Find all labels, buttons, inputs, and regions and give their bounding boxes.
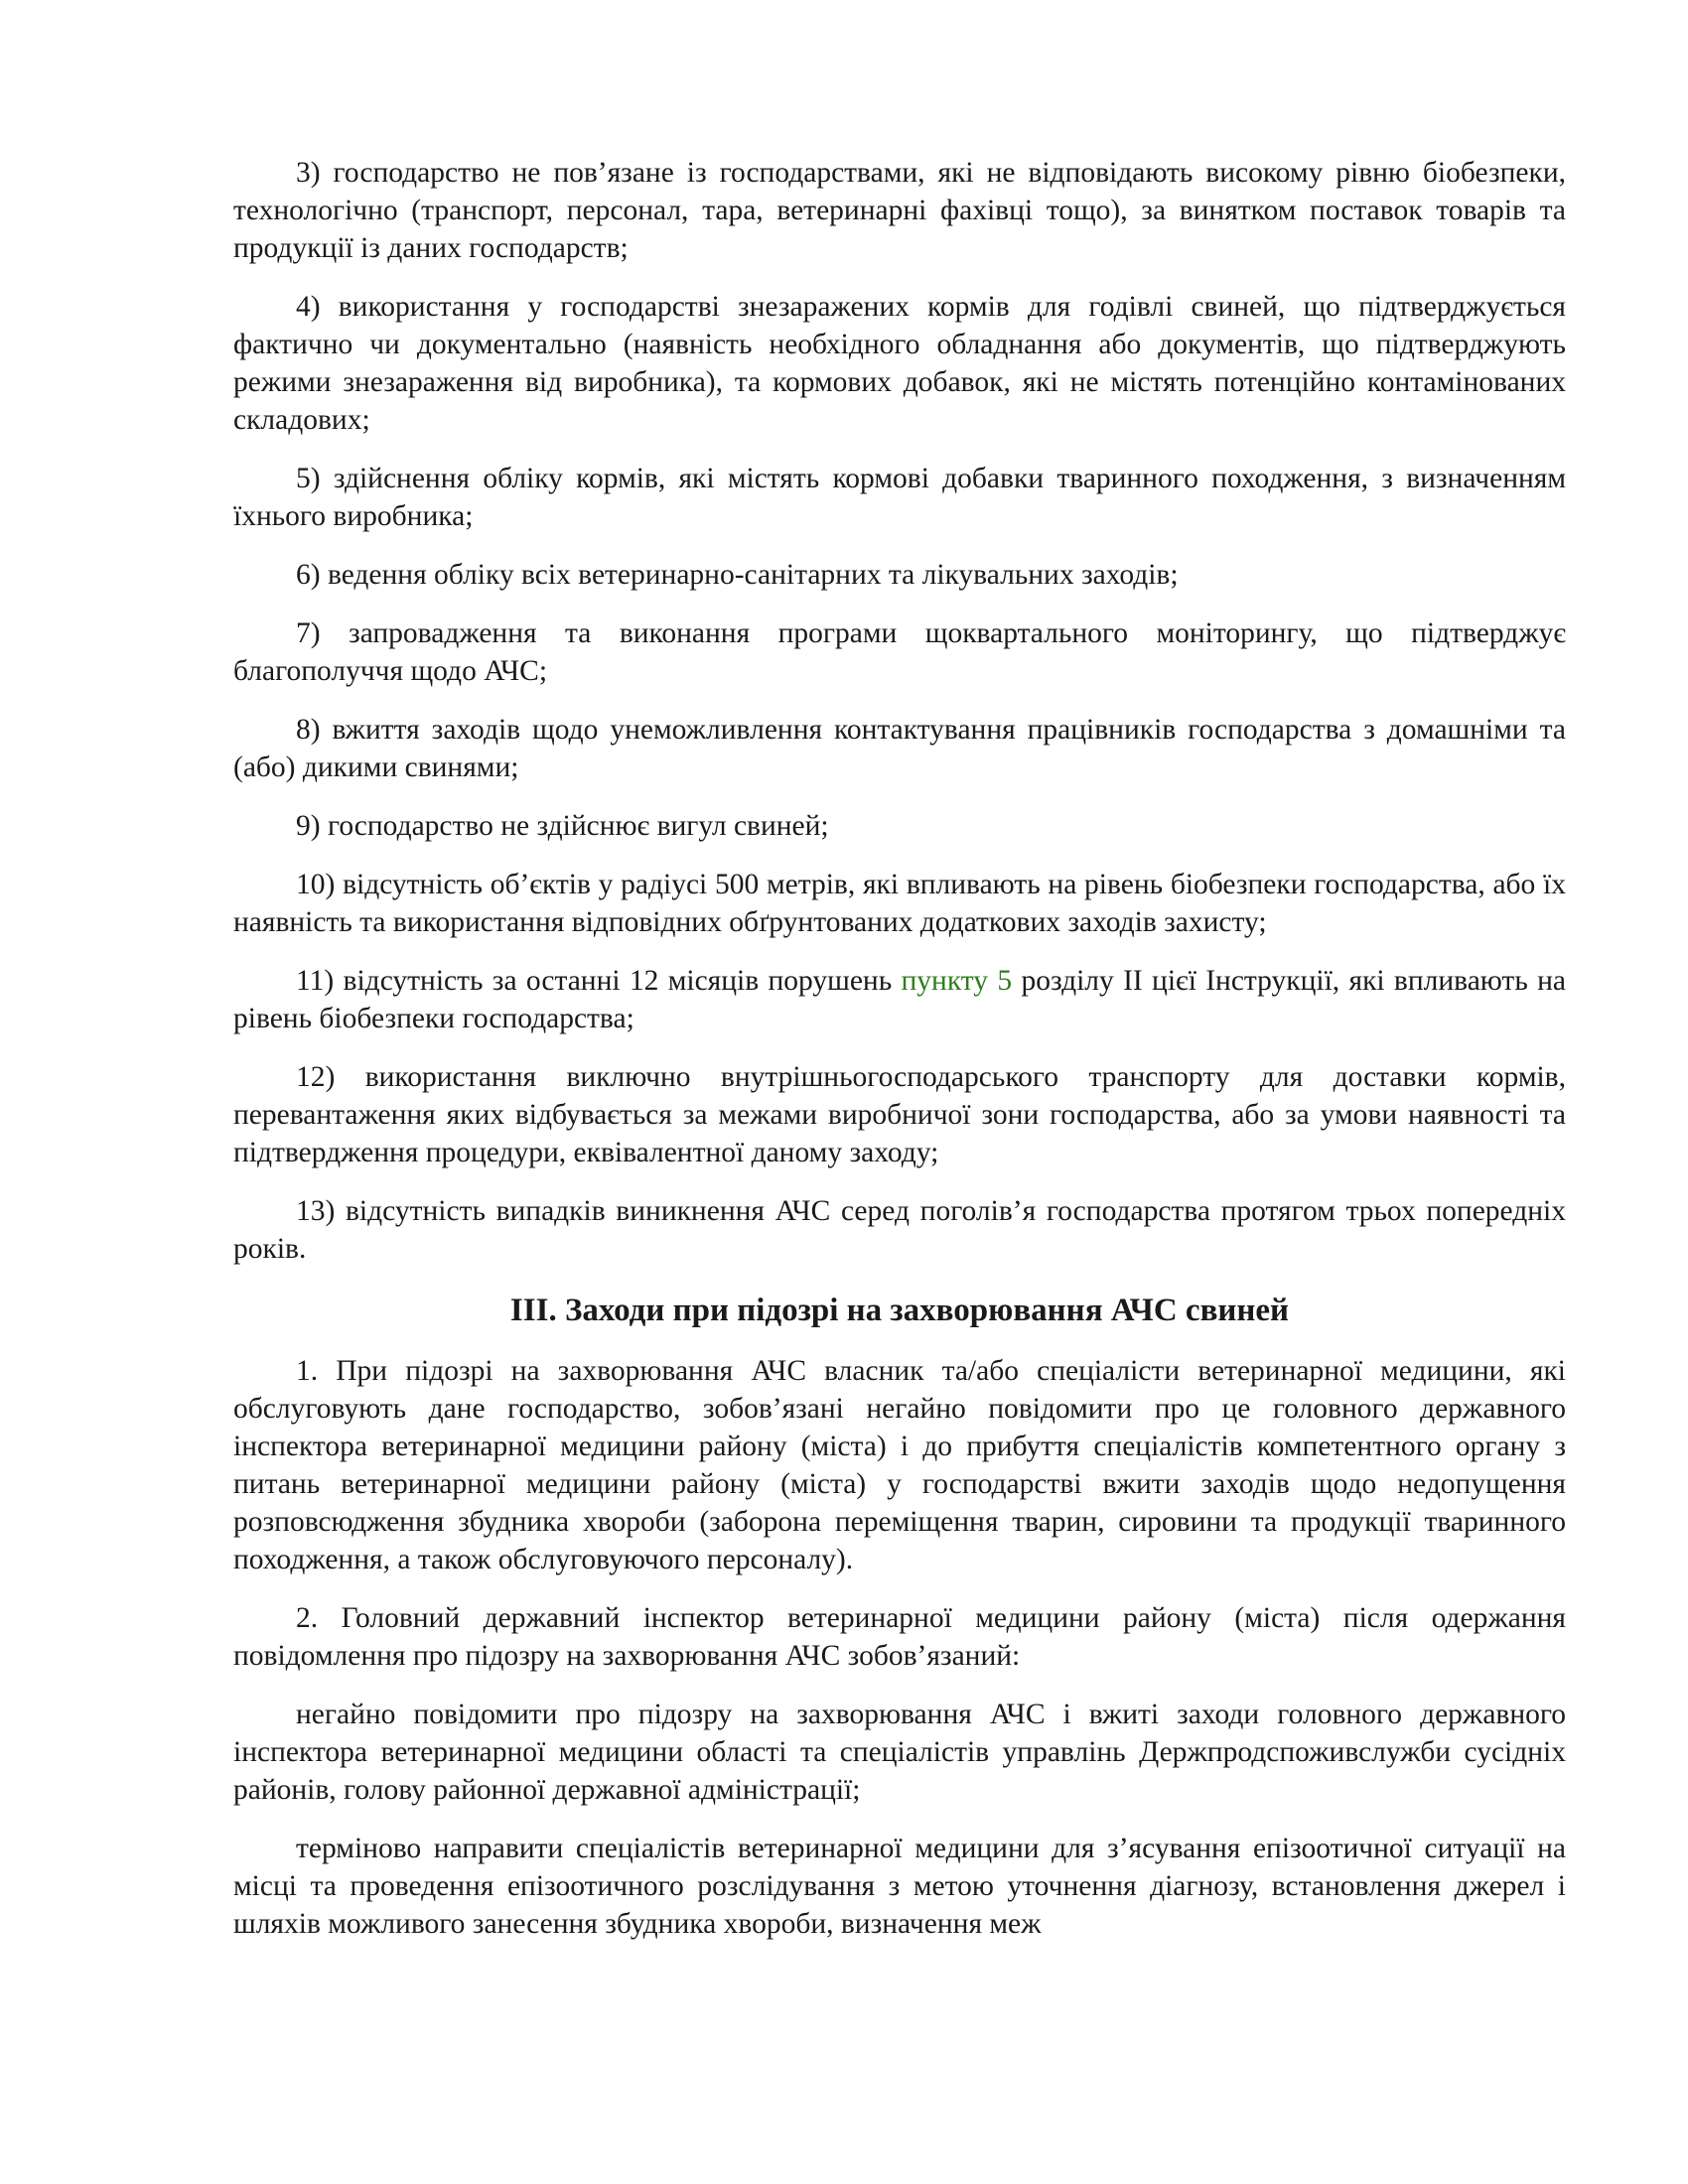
list-item-8: 8) вжиття заходів щодо унеможливлення контактування працівників господарства з домашніми та (або) дикими свинями; [233,714,1566,783]
list-item-6: 6) ведення обліку всіх ветеринарно-санітарних та лікувальних заходів; [296,559,1179,591]
section-item-2-b: терміново направити спеціалістів ветеринарної медицини для з’ясування епізоотичної ситуації на місці та проведення епізоотичного розслідування з метою уточнення діагнозу, встановлення джерел і шляхів можливого занесення збудника хвороби, визначення меж [233,1833,1566,1940]
list-item-5: 5) здійснення обліку кормів, які містять кормові добавки тваринного походження, з визначенням їхнього виробника; [233,463,1566,532]
list-item-12: 12) використання виключно внутрішньогосподарського транспорту для доставки кормів, перевантаження яких відбувається за межами виробничої зони господарства, або за умови наявності та підтвердження процедури, еквівалентної даному заходу; [233,1061,1566,1168]
point-5-link[interactable]: пункту 5 [901,965,1013,997]
section-item-1: 1. При підозрі на захворювання АЧС власник та/або спеціалісти ветеринарної медицини, які обслуговують дане господарство, зобов’язані негайно повідомити про це головного державного інспектора ветеринарної медицини району (міста) і до прибуття спеціалістів компетентного органу з питань ветеринарної медицини району (міста) у господарстві вжити заходів щодо недопущення розповсюдження збудника хвороби (заборона переміщення тварин, сировини та продукції тваринного походження, а також обслуговуючого персоналу). [233,1355,1566,1575]
list-item-11-after: розділу ІІ цієї Інструкції, які впливають на рівень біобезпеки господарства; [233,965,1566,1034]
section-item-2: 2. Головний державний інспектор ветеринарної медицини району (міста) після одержання повідомлення про підозру на захворювання АЧС зобов’язаний: [233,1602,1566,1672]
list-item-11-before: 11) відсутність за останні 12 місяців порушень [296,965,902,997]
list-item-9: 9) господарство не здійснює вигул свиней; [296,810,829,842]
list-item-7: 7) запровадження та виконання програми щоквартального моніторингу, що підтверджує благополуччя щодо АЧС; [233,617,1566,687]
section-heading: ІІІ. Заходи при підозрі на захворювання АЧС свиней [509,1293,1290,1328]
document-page [233,154,1566,1964]
list-item-11 [233,962,1566,1037]
section-item-2-a: негайно повідомити про підозру на захворювання АЧС і вжиті заходи головного державного інспектора ветеринарної медицини області та спеціалістів управлінь Держпродспоживслужби сусідніх районів, голову районної державної адміністрації; [233,1699,1566,1806]
list-item-10: 10) відсутність об’єктів у радіусі 500 метрів, які впливають на рівень біобезпеки господарства, або їх наявність та використання відповідних обґрунтованих додаткових заходів захисту; [233,869,1566,938]
list-item-3: 3) господарство не пов’язане із господарствами, які не відповідають високому рівню біобезпеки, технологічно (транспорт, персонал, тара, ветеринарні фахівці тощо), за винятком поставок товарів та продукції із даних господарств; [233,157,1566,264]
list-item-4: 4) використання у господарстві знезаражених кормів для годівлі свиней, що підтверджується фактично чи документально (наявність необхідного обладнання або документів, що підтверджують режими знезараження від виробника), та кормових добавок, які не містять потенційно контамінованих складових; [233,291,1566,436]
list-item-13: 13) відсутність випадків виникнення АЧС серед поголів’я господарства протягом трьох попередніх років. [233,1195,1566,1265]
